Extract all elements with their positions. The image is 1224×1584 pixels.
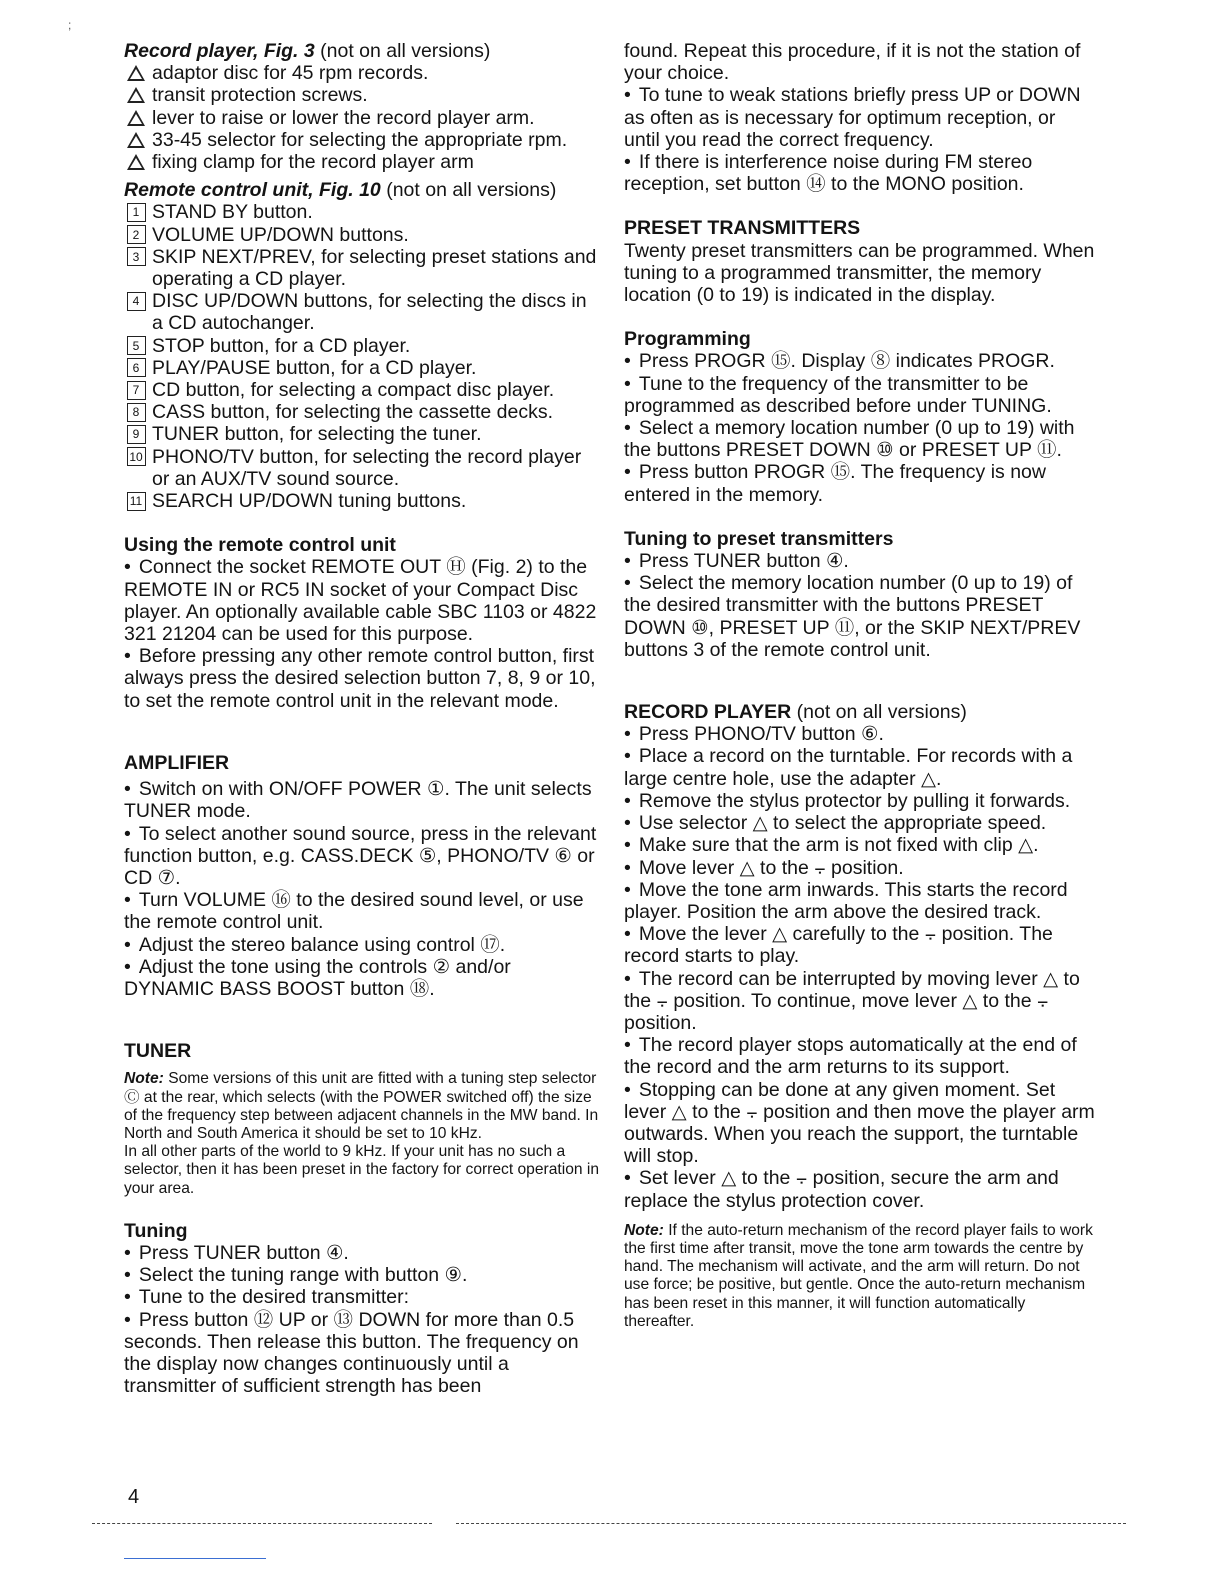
using-remote-paragraph: • Before pressing any other remote control button, first always press the desired selection button 7, 8, 9 or 10, to set the remote control unit in the relevant mode. xyxy=(124,645,599,712)
tuning-continued-text: found. Repeat this procedure, if it is not the station of your choice. xyxy=(624,40,1081,85)
remote-item: 2 VOLUME UP/DOWN buttons. xyxy=(124,224,599,246)
amplifier-paragraph: • To select another sound source, press in the relevant function button, e.g. CASS.DECK ⑤, PHONO/TV ⑥ or CD ⑦. xyxy=(124,823,599,890)
tuning-paragraph: • Press button ⑫ UP or ⑬ DOWN for more than 0.5 seconds. Then release this button. The frequency on the display now changes continuously until a transmitter of sufficient strength has been xyxy=(124,1309,599,1398)
amplifier-paragraph: • Adjust the stereo balance using control ⑰. xyxy=(124,934,599,956)
tuner-heading: TUNER xyxy=(124,1040,192,1063)
footer-divider xyxy=(456,1523,1126,1524)
button-number-icon: 4 xyxy=(127,292,146,311)
record-player-heading: Record player, Fig. 3 (not on all versions) xyxy=(124,40,491,62)
button-number-icon: 9 xyxy=(127,425,146,444)
tuning-paragraph: • Press TUNER button ④. xyxy=(124,1242,599,1264)
record-player-item: adaptor disc for 45 rpm records. xyxy=(124,62,599,84)
record-player-paragraph: • Move the tone arm inwards. This starts the record player. Position the arm above the desired track. xyxy=(624,879,1096,923)
remote-item: 4 DISC UP/DOWN buttons, for selecting the discs in a CD autochanger. xyxy=(124,290,599,334)
tuning-heading: Tuning xyxy=(124,1219,188,1242)
remote-item: 9 TUNER button, for selecting the tuner. xyxy=(124,423,599,445)
button-number-icon: 2 xyxy=(127,225,146,244)
programming-paragraph: • Press button PROGR ⑮. The frequency is now entered in the memory. xyxy=(624,461,1096,505)
remote-item: 7 CD button, for selecting a compact disc player. xyxy=(124,379,599,401)
programming-paragraph: • Tune to the frequency of the transmitter to be programmed as described before under TUNING. xyxy=(624,373,1096,417)
remote-item: 8 CASS button, for selecting the cassette decks. xyxy=(124,401,599,423)
remote-item: 3 SKIP NEXT/PREV, for selecting preset stations and operating a CD player. xyxy=(124,246,599,290)
tuner-note-continued: In all other parts of the world to 9 kHz. If your unit has no such a selector, then it has been preset in the factory for correct operation in your area. xyxy=(124,1143,600,1197)
amplifier-paragraph: • Turn VOLUME ⑯ to the desired sound level, or use the remote control unit. xyxy=(124,889,599,933)
record-player-paragraph: • The record can be interrupted by moving lever △ to the ⨪ position. To continue, move lever △ to the ⨪ position. xyxy=(624,968,1096,1035)
remote-control-heading: Remote control unit, Fig. 10 (not on all versions) xyxy=(124,179,557,202)
button-number-icon: 11 xyxy=(127,492,146,511)
record-player-paragraph: • Remove the stylus protector by pulling it forwards. xyxy=(624,790,1096,812)
record-player-paragraph: • Stopping can be done at any given moment. Set lever △ to the ⨪ position and then move the player arm outwards. When you reach the support, the turntable will stop. xyxy=(624,1079,1096,1168)
record-player-paragraph: • Make sure that the arm is not fixed with clip △. xyxy=(624,834,1096,856)
tuning-preset-paragraph: • Select the memory location number (0 up to 19) of the desired transmitter with the buttons PRESET DOWN ⑩, PRESET UP ⑪, or the SKIP NEXT/PREV buttons 3 of the remote control unit. xyxy=(624,572,1096,661)
warning-triangle-icon xyxy=(124,130,148,150)
tuning-paragraph: • Select the tuning range with button ⑨. xyxy=(124,1264,599,1286)
footer-divider xyxy=(92,1523,432,1524)
right-column xyxy=(624,40,1096,1331)
tuning-preset-paragraph: • Press TUNER button ④. xyxy=(624,550,1096,572)
footer-rule xyxy=(124,1558,266,1559)
amplifier-paragraph: • Switch on with ON/OFF POWER ①. The unit selects TUNER mode. xyxy=(124,778,599,822)
warning-triangle-icon xyxy=(124,152,148,172)
record-player-paragraph: • Set lever △ to the ⨪ position, secure the arm and replace the stylus protection cover. xyxy=(624,1167,1096,1211)
preset-heading: PRESET TRANSMITTERS xyxy=(624,217,861,240)
button-number-icon: 10 xyxy=(127,447,146,466)
record-player-section-heading: RECORD PLAYER (not on all versions) xyxy=(624,701,967,724)
using-remote-heading: Using the remote control unit xyxy=(124,534,396,557)
remote-item: 5 STOP button, for a CD player. xyxy=(124,335,599,357)
record-player-item: transit protection screws. xyxy=(124,84,599,106)
amplifier-heading: AMPLIFIER xyxy=(124,751,230,774)
programming-heading: Programming xyxy=(624,328,751,351)
record-player-paragraph: • Place a record on the turntable. For records with a large centre hole, use the adapter △. xyxy=(624,745,1096,789)
tuner-note: Note: Some versions of this unit are fitted with a tuning step selector Ⓒ at the rear, which selects (with the POWER switched off) the size of the frequency step between adjacent channels in the MW band. In North and South America it should be set to 10 kHz. xyxy=(124,1070,599,1142)
record-player-item: 33-45 selector for selecting the appropriate rpm. xyxy=(124,129,599,151)
warning-triangle-icon xyxy=(124,108,148,128)
scan-mark: ; xyxy=(68,18,72,32)
button-number-icon: 5 xyxy=(127,336,146,355)
programming-paragraph: • Press PROGR ⑮. Display ⑧ indicates PROGR. xyxy=(624,350,1096,372)
remote-item: 1 STAND BY button. xyxy=(124,201,599,223)
record-player-paragraph: • Press PHONO/TV button ⑥. xyxy=(624,723,1096,745)
page-number: 4 xyxy=(128,1486,140,1508)
button-number-icon: 8 xyxy=(127,403,146,422)
button-number-icon: 6 xyxy=(127,358,146,377)
programming-paragraph: • Select a memory location number (0 up to 19) with the buttons PRESET DOWN ⑩ or PRESET UP ⑪. xyxy=(624,417,1096,461)
record-player-paragraph: • Use selector △ to select the appropriate speed. xyxy=(624,812,1096,834)
preset-paragraph: Twenty preset transmitters can be programmed. When tuning to a programmed transmitter, the memory location (0 to 19) is indicated in the display. xyxy=(624,239,1095,307)
button-number-icon: 3 xyxy=(127,247,146,266)
remote-item: 11 SEARCH UP/DOWN tuning buttons. xyxy=(124,490,599,512)
left-column xyxy=(124,40,599,1397)
tuning-paragraph: • Tune to the desired transmitter: xyxy=(124,1286,599,1308)
amplifier-paragraph: • Adjust the tone using the controls ② and/or DYNAMIC BASS BOOST button ⑱. xyxy=(124,956,599,1000)
record-player-item: fixing clamp for the record player arm xyxy=(124,151,599,173)
record-player-paragraph: • Move lever △ to the ⨪ position. xyxy=(624,857,1096,879)
button-number-icon: 1 xyxy=(127,203,146,222)
button-number-icon: 7 xyxy=(127,381,146,400)
record-player-item: lever to raise or lower the record player arm. xyxy=(124,107,599,129)
tuning-paragraph: • To tune to weak stations briefly press UP or DOWN as often as is necessary for optimum reception, or until you read the correct frequency. xyxy=(624,84,1096,151)
using-remote-paragraph: • Connect the socket REMOTE OUT Ⓗ (Fig. 2) to the REMOTE IN or RC5 IN socket of your Compact Disc player. An optionally available cable SBC 1103 or 4822 321 21204 can be used for this purpose. xyxy=(124,556,599,645)
warning-triangle-icon xyxy=(124,85,148,105)
remote-item: 6 PLAY/PAUSE button, for a CD player. xyxy=(124,357,599,379)
tuning-preset-heading: Tuning to preset transmitters xyxy=(624,527,894,550)
warning-triangle-icon xyxy=(124,63,148,83)
remote-item: 10 PHONO/TV button, for selecting the record player or an AUX/TV sound source. xyxy=(124,446,599,490)
tuning-paragraph: • If there is interference noise during FM stereo reception, set button ⑭ to the MONO position. xyxy=(624,151,1096,195)
record-player-note: Note: If the auto-return mechanism of the record player fails to work the first time after transit, move the tone arm towards the centre by hand. The mechanism will activate, and the arm will return. Do not use force; be positive, but gentle. Once the auto-return mechanism has been reset in this manner, it will function automatically thereafter. xyxy=(624,1221,1093,1330)
record-player-paragraph: • Move the lever △ carefully to the ⨪ position. The record starts to play. xyxy=(624,923,1096,967)
record-player-paragraph: • The record player stops automatically at the end of the record and the arm returns to its support. xyxy=(624,1034,1096,1078)
